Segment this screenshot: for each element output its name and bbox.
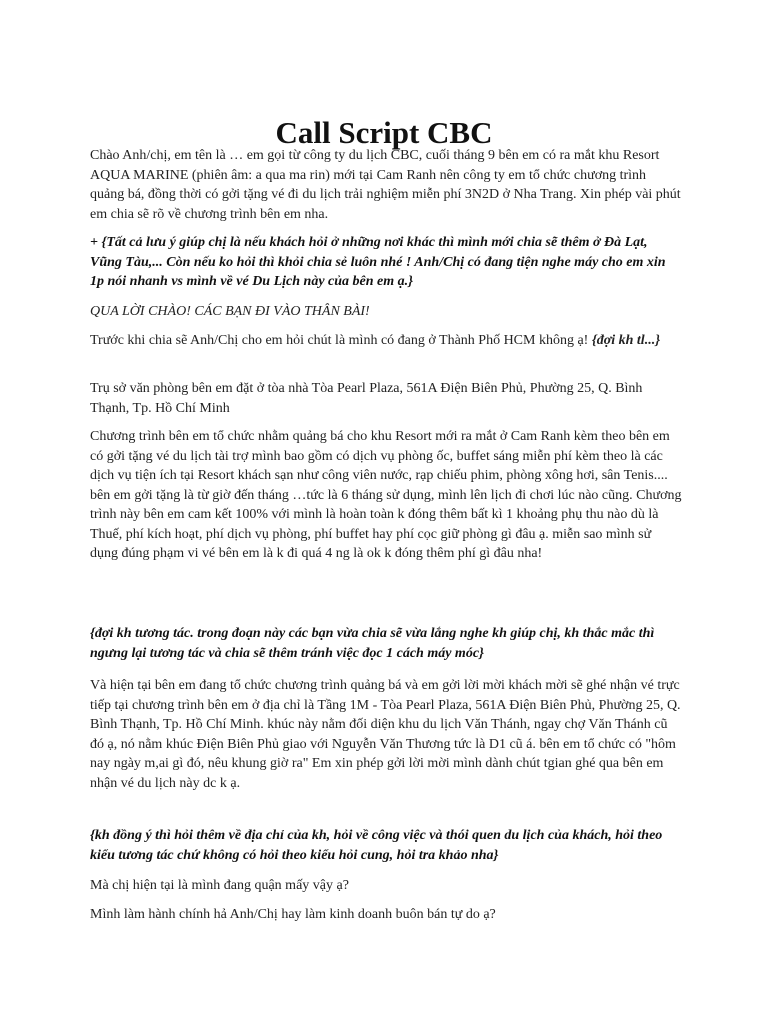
question-1-text: Trước khi chia sẽ Anh/Chị cho em hỏi chút là mình có đang ở Thành Phố HCM không ạ!	[90, 333, 592, 348]
question-paragraph-3: Mình làm hành chính hả Anh/Chị hay làm kinh doanh buôn bán tự do ạ?	[90, 907, 496, 922]
intro-paragraph: Chào Anh/chị, em tên là … em gọi từ công ty du lịch CBC, cuối tháng 9 bên em có ra mắt khu Resort AQUA MARINE (phiên âm: a qua ma rin) mới tại Cam Ranh nên công ty em tổ chức chương trình quảng bá, đồng thời có gởi tặng vé đi du lịch trải nghiệm miễn phí 3N2D ở Nha Trang. Xin phép vài phút em chia sẽ rõ về chương trình bên em nha.	[90, 148, 681, 222]
note-paragraph-2: {đợi kh tương tác. trong đoạn này các bạn vừa chia sẽ vừa lắng nghe kh giúp chị, kh thắc mắc thì ngưng lại tương tác và chia sẽ thêm tránh việc đọc 1 cách máy móc}	[90, 626, 655, 661]
question-1-note: {đợi kh tl...}	[591, 333, 661, 348]
section-heading: QUA LỜI CHÀO! CÁC BẠN ĐI VÀO THÂN BÀI!	[90, 304, 370, 319]
question-paragraph-2: Mà chị hiện tại là mình đang quận mấy vậy ạ?	[90, 878, 349, 893]
office-paragraph: Trụ sở văn phòng bên em đặt ở tòa nhà Tòa Pearl Plaza, 561A Điện Biên Phủ, Phường 25, Q. Bình Thạnh, Tp. Hồ Chí Minh	[90, 381, 643, 416]
invitation-paragraph: Và hiện tại bên em đang tổ chức chương trình quảng bá và em gởi lời mời khách mời sẽ ghé nhận vé trực tiếp tại chương trình bên em ở địa chỉ là Tầng 1M - Tòa Pearl Plaza, 561A Điện Biên Phủ, Phường 25, Q. Bình Thạnh, Tp. Hồ Chí Minh. khúc này nằm đối diện khu du lịch Văn Thánh, ngay chợ Văn Thánh cũ đó ạ, nó nằm khúc Điện Biên Phủ giao với Nguyễn Văn Thương tức là D1 cũ á. bên em tổ chức có "hôm nay ngày m,ai gì đó, nêu khung giờ ra" Em xin phép gởi lời mời mình dành chút tgian ghé qua bên em nhận vé du lịch này dc k ạ.	[90, 678, 681, 791]
program-paragraph: Chương trình bên em tổ chức nhằm quảng bá cho khu Resort mới ra mắt ở Cam Ranh kèm theo bên em có gởi tặng vé du lịch tài trợ mình bao gồm có dịch vụ phòng ốc, buffet sáng miễn phí kèm theo là các dịch vụ tiện ích tại Resort khách sạn như công viên nước, rạp chiếu phim, phòng xông hơi, sân Tenis.... bên em gởi tặng là từ giờ đến tháng …tức là 6 tháng sử dụng, mình lên lịch đi chơi lúc nào cũng. Chương trình này bên em cam kết 100% với mình là hoàn toàn k đóng thêm bất kì 1 khoảng phụ thu nào dù là Thuế, phí kích hoạt, phí dịch vụ phòng, phí buffet hay phí cọc giữ phòng gì đâu ạ. miễn sao mình sử dụng đúng phạm vi vé bên em là k đi quá 4 ng là ok k đóng thêm phí gì đâu nha!	[90, 429, 682, 561]
note-paragraph-1: + {Tất cả lưu ý giúp chị là nếu khách hỏi ở những nơi khác thì mình mới chia sẽ thêm ở Đà Lạt, Vũng Tàu,... Còn nếu ko hỏi thì khỏi chia sẻ luôn nhé ! Anh/Chị có đang tiện nghe máy cho em xin 1p nói nhanh vs mình về vé Du Lịch này của bên em ạ.}	[90, 235, 666, 289]
page-title: Call Script CBC	[275, 114, 493, 150]
question-paragraph-1	[90, 331, 682, 351]
note-paragraph-3: {kh đồng ý thì hỏi thêm về địa chỉ của kh, hỏi về công việc và thói quen du lịch của khách, hỏi theo kiểu tương tác chứ không có hỏi theo kiểu hỏi cung, hỏi tra khảo nha}	[90, 828, 663, 863]
